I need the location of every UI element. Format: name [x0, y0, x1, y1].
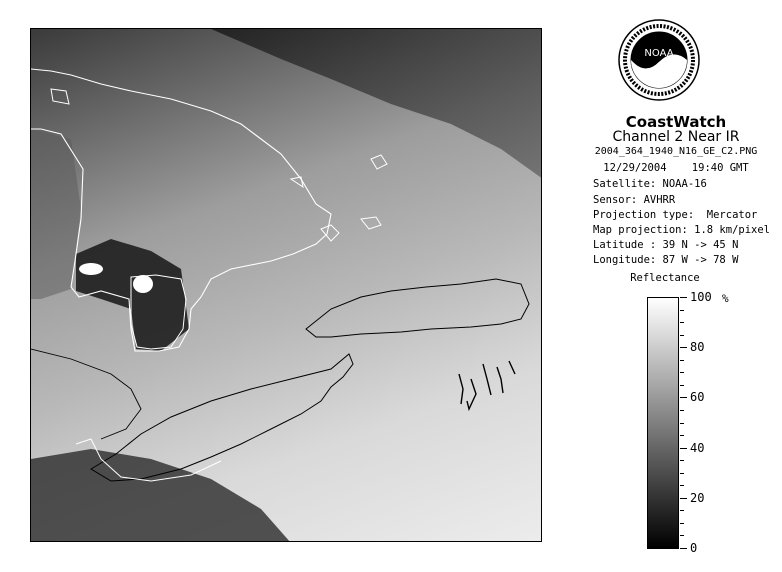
noaa-logo-icon [617, 18, 701, 102]
image-datetime: 12/29/2004 19:40 GMT [603, 162, 749, 174]
map-projection-label: Map projection: 1.8 km/pixel [593, 224, 771, 236]
product-title: CoastWatch [625, 113, 727, 131]
map-overlay [31, 29, 542, 542]
sensor-label: Sensor: AVHRR [593, 194, 676, 206]
colorbar-minor-tick [680, 448, 687, 449]
colorbar-minor-tick [680, 310, 684, 311]
colorbar-title: Reflectance [630, 272, 700, 284]
colorbar-minor-tick [680, 360, 684, 361]
island-outline-3 [291, 177, 303, 187]
colorbar-tick-label: 0 [690, 541, 698, 555]
latitude-label: Latitude : 39 N -> 45 N [593, 239, 739, 251]
state-border [31, 349, 141, 439]
colorbar-minor-tick [680, 473, 684, 474]
finger-lake-5 [509, 361, 515, 374]
colorbar-tick-label: 80 [690, 340, 705, 354]
satellite-image [30, 28, 542, 542]
satellite-label: Satellite: NOAA-16 [593, 178, 707, 190]
longitude-label: Longitude: 87 W -> 78 W [593, 254, 739, 266]
projection-type-label: Projection type: Mercator [593, 209, 758, 221]
colorbar-minor-tick [680, 460, 684, 461]
colorbar-minor-tick [680, 435, 684, 436]
colorbar-tick-label: 60 [690, 390, 705, 404]
colorbar-tick-label: 100 [690, 290, 712, 304]
finger-lake-3 [483, 364, 491, 395]
colorbar-tick-label: 20 [690, 491, 705, 505]
colorbar-unit: % [722, 292, 729, 305]
snow-patch-1 [79, 263, 103, 275]
dark-region-south [31, 449, 291, 542]
colorbar-minor-tick [680, 523, 684, 524]
island-outline-4 [51, 89, 69, 104]
channel-subtitle: Channel 2 Near IR [612, 129, 740, 145]
island-outline-5 [371, 155, 387, 169]
colorbar-minor-tick [680, 322, 684, 323]
finger-lake-2 [467, 379, 476, 409]
colorbar-minor-tick [680, 347, 687, 348]
snow-patch-2 [133, 275, 153, 293]
colorbar-minor-tick [680, 548, 687, 549]
colorbar-minor-tick [680, 535, 684, 536]
finger-lake-1 [459, 374, 463, 404]
colorbar-minor-tick [680, 510, 684, 511]
colorbar-minor-tick [680, 423, 684, 424]
finger-lake-4 [497, 367, 503, 393]
colorbar-tick-label: 40 [690, 441, 705, 455]
colorbar-minor-tick [680, 372, 684, 373]
colorbar-minor-tick [680, 410, 684, 411]
colorbar-minor-tick [680, 297, 687, 298]
colorbar-minor-tick [680, 498, 687, 499]
island-outline-1 [321, 225, 339, 241]
colorbar-minor-tick [680, 485, 684, 486]
image-filename: 2004_364_1940_N16_GE_C2.PNG [594, 146, 758, 157]
colorbar-minor-tick [680, 335, 684, 336]
colorbar-minor-tick [680, 397, 687, 398]
reflectance-colorbar [647, 297, 679, 549]
island-outline-2 [361, 217, 381, 229]
logo-center-text: NOAA [644, 48, 674, 59]
colorbar-minor-tick [680, 385, 684, 386]
lake-ontario-coastline [306, 279, 529, 337]
